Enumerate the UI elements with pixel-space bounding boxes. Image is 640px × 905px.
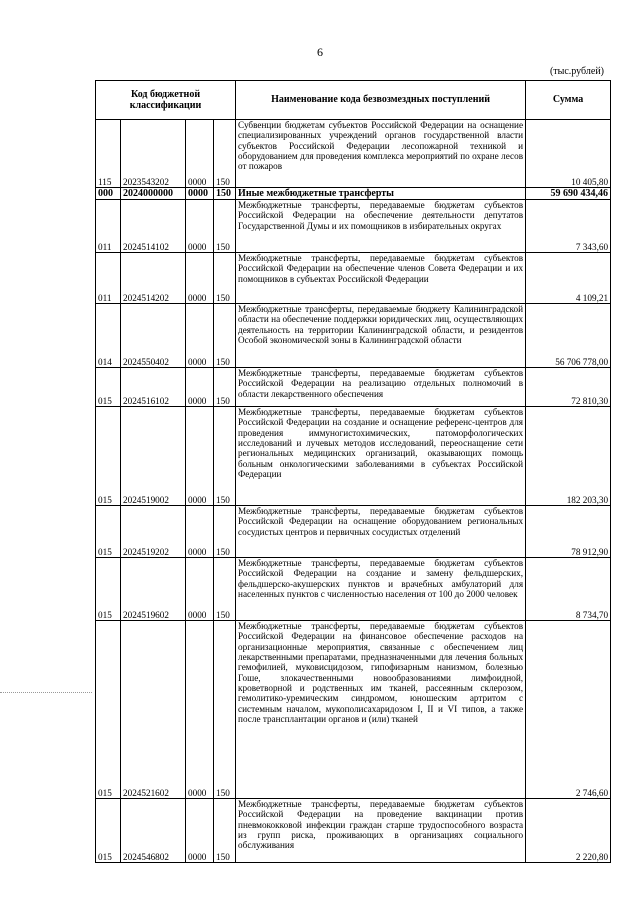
row-sum: 4 109,21 [526,253,611,304]
code-main: 2024521602 [121,621,186,799]
code-type: 150 [214,120,236,188]
page-number: 6 [317,45,323,59]
code-main: 2024519202 [121,506,186,558]
table-row [96,799,611,863]
row-sum: 56 706 778,00 [526,304,611,368]
row-name: Иные межбюджетные трансферты [236,188,526,200]
code-main: 2024550402 [121,304,186,368]
row-sum: 7 343,60 [526,200,611,253]
units-label: (тыс.рублей) [549,66,604,77]
code-program: 0000 [186,506,214,558]
row-name: Межбюджетные трансферты, передаваемые бюджетам субъектов Российской Федерации на проведение вакцинации против пневмококковой инфекции граждан старше трудоспособного возраста из групп риска, проживающих в организациях социального обслуживания [236,799,526,863]
table-header-row [96,81,611,120]
code-type: 150 [214,188,236,200]
row-name: Субвенции бюджетам субъектов Российской Федерации на оснащение специализированных учреждений органов государственной власти субъектов Российской Федерации лесопожарной техникой и оборудованием для проведения комплекса мероприятий по охране лесов от пожаров [236,120,526,188]
table-row [96,621,611,799]
row-name: Межбюджетные трансферты, передаваемые бюджетам субъектов Российской Федерации на оснащение оборудованием региональных сосудистых центров и первичных сосудистых отделений [236,506,526,558]
table-row [96,558,611,621]
code-admin: 015 [96,621,121,799]
table-row [96,368,611,407]
code-program: 0000 [186,253,214,304]
row-sum: 78 912,90 [526,506,611,558]
table-row [96,253,611,304]
code-type: 150 [214,368,236,407]
code-program: 0000 [186,368,214,407]
code-admin: 015 [96,506,121,558]
code-admin: 011 [96,200,121,253]
row-name: Межбюджетные трансферты, передаваемые бюджетам субъектов Российской Федерации на создание и замену фельдшерских, фельдшерско-акушерских пунктов и врачебных амбулаторий для населенных пунктов с численностью населения от 100 до 2000 человек [236,558,526,621]
code-main: 2024516102 [121,368,186,407]
code-type: 150 [214,506,236,558]
code-admin: 015 [96,407,121,506]
row-name: Межбюджетные трансферты, передаваемые бюджетам субъектов Российской Федерации на реализацию отдельных полномочий в области лекарственного обеспечения [236,368,526,407]
code-admin: 011 [96,253,121,304]
table-row-total [96,188,611,200]
table-row [96,506,611,558]
table-row [96,200,611,253]
code-main: 2024000000 [121,188,186,200]
header-code: Код бюджетной классификации [96,81,236,120]
budget-table [95,80,611,863]
row-sum: 182 203,30 [526,407,611,506]
code-program: 0000 [186,188,214,200]
code-type: 150 [214,799,236,863]
row-name: Межбюджетные трансферты, передаваемые бюджетам субъектов Российской Федерации на финансовое обеспечение расходов на организационные мероприятия, связанные с обеспечением лиц лекарственными препаратами, предназначенными для лечения больных гемофилией, муковисцидозом, гипофизарным нанизмом, болезнью Гоше, злокачественными новообразованиями лимфоидной, кроветворной и родственных им тканей, рассеянным склерозом, гемолитико-уремическим синдромом, юношеским артритом с системным началом, мукополисахаридозом I, II и VI типов, а также после трансплантации органов и (или) тканей [236,621,526,799]
row-name: Межбюджетные трансферты, передаваемые бюджету Калининградской области на обеспечение поддержки юридических лиц, осуществляющих деятельность на территории Калининградской области, и резидентов Особой экономической зоны в Калининградской области [236,304,526,368]
code-admin: 015 [96,558,121,621]
row-sum: 10 405,80 [526,120,611,188]
code-program: 0000 [186,407,214,506]
code-type: 150 [214,253,236,304]
code-program: 0000 [186,200,214,253]
code-admin: 115 [96,120,121,188]
code-program: 0000 [186,799,214,863]
row-sum: 8 734,70 [526,558,611,621]
code-type: 150 [214,407,236,506]
code-type: 150 [214,621,236,799]
row-name: Межбюджетные трансферты, передаваемые бюджетам субъектов Российской Федерации на создание и оснащение референс-центров для проведения иммуногистохимических, патоморфологических исследований и лучевых методов исследований, переоснащение сети региональных медицинских организаций, оказывающих помощь больным онкологическими заболеваниями в субъектах Российской Федерации [236,407,526,506]
row-sum: 2 220,80 [526,799,611,863]
table-row [96,120,611,188]
header-sum: Сумма [526,81,611,120]
code-admin: 000 [96,188,121,200]
code-type: 150 [214,200,236,253]
row-name: Межбюджетные трансферты, передаваемые бюджетам субъектов Российской Федерации на обеспечение членов Совета Федерации и их помощников в субъектах Российской Федерации [236,253,526,304]
code-main: 2024514202 [121,253,186,304]
code-admin: 015 [96,368,121,407]
row-sum: 59 690 434,46 [526,188,611,200]
code-main: 2024519602 [121,558,186,621]
table-row [96,407,611,506]
code-program: 0000 [186,621,214,799]
code-program: 0000 [186,120,214,188]
margin-dotted-line [0,692,92,693]
code-type: 150 [214,558,236,621]
code-program: 0000 [186,558,214,621]
code-admin: 015 [96,799,121,863]
code-main: 2024519002 [121,407,186,506]
row-name: Межбюджетные трансферты, передаваемые бюджетам субъектов Российской Федерации на обеспечение деятельности депутатов Государственной Думы и их помощников в избирательных округах [236,200,526,253]
code-main: 2024546802 [121,799,186,863]
code-type: 150 [214,304,236,368]
table-row [96,304,611,368]
code-main: 2023543202 [121,120,186,188]
header-name: Наименование кода безвозмездных поступлений [236,81,526,120]
code-program: 0000 [186,304,214,368]
row-sum: 2 746,60 [526,621,611,799]
code-admin: 014 [96,304,121,368]
code-main: 2024514102 [121,200,186,253]
row-sum: 72 810,30 [526,368,611,407]
